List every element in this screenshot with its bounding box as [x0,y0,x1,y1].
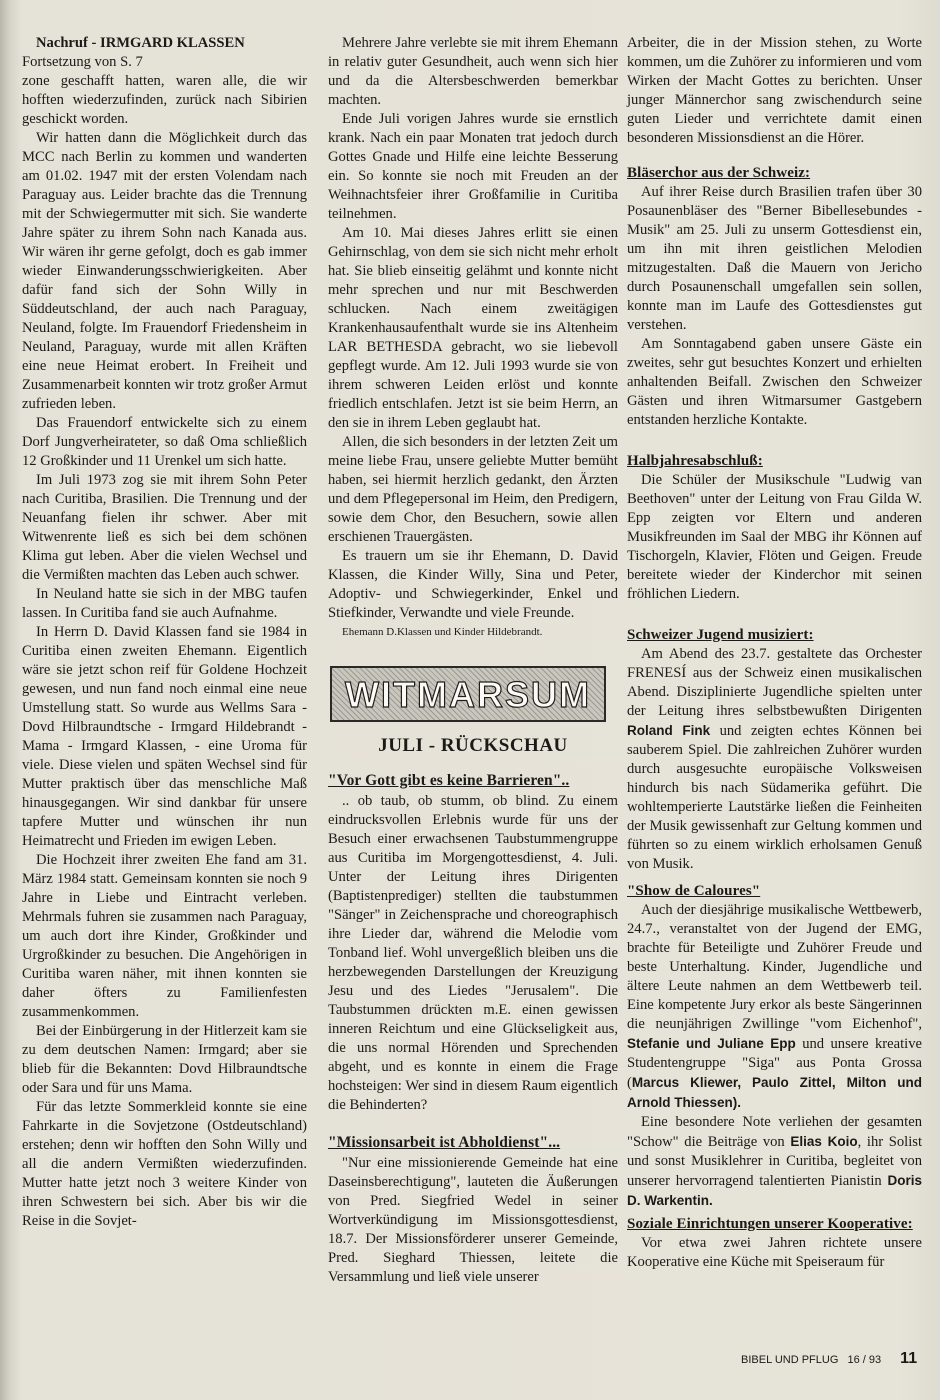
section-heading: Soziale Einrichtungen unserer Kooperative: [627,1216,913,1232]
column-middle [328,34,618,1287]
section-heading: Bläserchor aus der Schweiz: [627,165,811,181]
paragraph: Arbeiter, die in der Mission stehen, zu Worte kommen, um die Zuhörer zu informieren und vom Wirken der Macht Gottes zu berichten. Unser junger Männerchor sang zwischendurch seine guten Lieder und verrichtete damit einen besonderen Missionsdienst an die Hörer. [627,35,922,146]
paragraph: .. ob taub, ob stumm, ob blind. Zu einem eindrucksvollen Erlebnis wurde für uns der Besuch einer erwachsenen Taubstummengruppe aus Curitiba im Morgengottesdienst, 4. Juli. Unter der Leitung ihres Dirigenten (Baptistenprediger) stellten die taubstummen "Sänger" in Zeichensprache und choreographisch ihre Lieder dar, während die Melodie vom Tonband lief. Wohl unvergeßlich bleiben uns die herzbewegenden Darstellungen der Kreuzigung Jesu und des Liedes "Jerusalem". Die Taubstummen drückten m.E. einen gewissen inneren Reichtum und eine Glückseligkeit aus, die uns normal Hörenden und Sprechenden abgeht, und es konnte in einem die Frage hochsteigen: Wer sind in diesem Raum eigentlich die Behinderten? [328,793,618,1113]
section-heading: "Show de Caloures" [627,883,761,899]
section-heading: "Missionsarbeit ist Abholdienst"... [328,1134,561,1151]
text-run: und unsere kreative Studentengruppe "Siga" aus Ponta Grossa ( [627,1036,922,1091]
page-footer [741,1350,936,1368]
paragraph: Am Sonntagabend gaben unsere Gäste ein zweites, sehr gut besuchtes Konzert und erhielten anhaltenden Beifall. Zwischen den Schweizer Gästen und ihren Witmarsumer Gastgebern entstanden herzliche Kontakte. [627,336,922,428]
paragraph: Ende Juli vorigen Jahres wurde sie ernstlich krank. Nach ein paar Monaten trat jedoch durch Gottes Gnade und Hilfe eine leichte Besserung ein. So konnte sie noch mit Freuden an der Weihnachtsfeier ihrer Großfamilie in Curitiba teilnehmen. [328,111,618,222]
paragraph: Es trauern um sie ihr Ehemann, D. David Klassen, die Kinder Willy, Sina und Peter, Adoptiv- und Schwiegerkinder, Enkel und Stiefkinder, Verwandte und viele Freunde. [328,548,618,621]
banner-title: WITMARSUM [345,673,591,715]
paragraph: Das Frauendorf entwickelte sich zu einem Dorf Jungverheirateter, so daß Oma schließlich 12 Großkinder und 11 Urenkel um sich hatte. [22,415,307,469]
person-name: Stefanie und Juliane Epp [627,1036,796,1051]
paragraph: "Nur eine missionierende Gemeinde hat eine Daseinsberechtigung", lauteten die Äußerungen von Pred. Siegfried Wedel in seiner Wortverkündigung im Missionsgottesdienst, 18.7. Der Missionsförderer unserer Gemeinde, Pred. Sieghard Thiessen, leitete die Versammlung und ließ viele unserer [328,1155,618,1285]
paragraph: Die Hochzeit ihrer zweiten Ehe fand am 31. März 1984 statt. Gemeinsam konnten sie noch 9 Jahre in Liebe und Eintracht verleben. Mehrmals fuhren sie zusammen nach Paraguay, um auch dort ihre Kinder, Großkinder und Urgroßkinder zu besuchen. Die Angehörigen in Curitiba waren näher, mit ihnen konnten sie daher öfters zu Familienfesten zusammenkommen. [22,852,307,1020]
person-name: Doris D. Warkentin. [627,1173,922,1208]
column-right [627,34,922,1272]
text-run: Auch der diesjährige musikalische Wettbewerb, 24.7., veranstaltet von der Jugend der EMG, brachte für Beteiligte und Zuhörer Freude und beste Unterhaltung. Kinder, Jugendliche und ältere Leute nahmen an dem Wettbewerb teil. Eine kompetente Jury erkor als beste Sängerinnen die neunjährigen Zwillinge "vom Eichenhof", [627,902,922,1032]
section-heading: Halbjahresabschluß: [627,453,763,469]
paragraph: zone geschafft hatten, waren alle, die wir hofften wiederzufinden, zurück nach Sibirien geschickt worden. [22,73,307,127]
text-run: Eine besondere Note verliehen der gesamten "Schow" die Beiträge von [627,1114,922,1150]
paragraph: Auf ihrer Reise durch Brasilien trafen über 30 Posaunenbläser des "Berner Bibellesebundes - Musik" am 25. Juli zu unserm Gottesdienst ein, um ihn mit ihren geistlichen Melodien mitzugestalten. Daß die Mauern von Jericho durch Posaunenschall umgefallen sein sollen, konnte man im Laufe des Gottesdienstes gut verstehen. [627,184,922,333]
section-heading: Schweizer Jugend musiziert: [627,627,814,643]
paragraph: Im Juli 1973 zog sie mit ihrem Sohn Peter nach Curitiba, Brasilien. Die Trennung und der Neuanfang fielen ihr schwer. Aber mit Witwenrente ließ es sich bei dem schönen Klima gut leben. Aber die vielen Wechsel und die Vermißten machten das Leben auch schwer. [22,472,307,583]
paragraph: Bei der Einbürgerung in der Hitlerzeit kam sie zu dem deutschen Namen: Irmgard; aber sie blieb für die Bekannten: Dovd Hilbraundtsche oder Sara und für uns Mama. [22,1023,307,1096]
paragraph [627,1113,922,1211]
paragraph: Für das letzte Sommerkleid konnte sie eine Fahrkarte in die Sovjetzone (Ostdeutschland) erstehen; denn wir hofften den Sohn Willy und all die andern Vermißten wiederzufinden. Mutter hatte jetzt noch 3 weitere Kinder von ihren Schwestern bei sich. Aber bis wir die Reise in die Sovjet- [22,1099,307,1229]
paragraph: In Neuland hatte sie sich in der MBG taufen lassen. In Curitiba fand sie auch Aufnahme. [22,586,307,621]
paragraph: In Herrn D. David Klassen fand sie 1984 in Curitiba einen zweiten Ehemann. Eigentlich wäre sie jetzt schon reif für Goldene Hochzeit gewesen, und nun fand noch einmal eine neue Umstellung statt. So wurde aus Wellms Sara - Dovd Hilbraundtsche - Irmgard Hildebrandt - Mama - Irmgard Klassen, - eine Uroma für viele. Diese vielen und späten Wechsel sind für Mutter praktisch über das menschliche Maß hinausgegangen. Wir sind dankbar für unsere tapfere Mutter und wünschen ihr nun Heimatrecht und Frieden im ewigen Leben. [22,624,307,849]
paragraph: Wir hatten dann die Möglichkeit durch das MCC nach Berlin zu kommen und wanderten am 01.02. 1947 mit der ersten Volendam nach Paraguay aus. Leider brachte das die Trennung mit der Schwiegermutter mit sich. Sie wanderte Jahre später zu ihrem Sohn nach Kanada aus. Wir wären ihr gerne gefolgt, doch es gab immer wieder Einwanderungsschwierigkeiten. Aber dafür fand sich der Sohn Willy in Süddeutschland, der auch nach Paraguay, Neuland, folgte. Im Frauendorf Friedensheim in Neuland, Paraguay, wurde mit allen Kräften eine neue Heimat erobert. In Freiheit und Zusammenarbeit konnten wir trotz großer Armut zufrieden leben. [22,130,307,412]
obituary-signature: Ehemann D.Klassen und Kinder Hildebrandt. [342,626,543,638]
paragraph: Allen, die sich besonders in der letzten Zeit um meine liebe Frau, unsere geliebte Mutter bemüht haben, sei hiermit herzlich gedankt, den Ärzten und dem Pflegepersonal im Heim, den Predigern, sowie dem Chor, den Besuchern, sowie allen erschienen Trauergästen. [328,434,618,545]
article-kicker: Nachruf - IRMGARD KLASSEN [36,35,245,51]
paragraph: Vor etwa zwei Jahren richtete unsere Kooperative eine Küche mit Speiseraum für [627,1235,922,1270]
text-run: und zeigten echtes Können bei sauberem Spiel. Die zahlreichen Zuhörer wurden durch ausgesuchte europäische Volksweisen hindurch bis nach Südamerika geführt. Die wohltemperierte Lautstärke ließen die Feinheiten der Musik gewissenhaft zur Geltung kommen und führten so zu einem wirklich erholsamen Genuß von Musik. [627,723,923,872]
section-heading: "Vor Gott gibt es keine Barrieren".. [328,772,570,789]
witmarsum-banner [330,666,606,722]
paragraph [627,901,922,1113]
text-run: , ihr Solist und sonst Musiklehrer in Curitiba, begleitet von unserer hervorragend talentierten Pianistin [627,1134,923,1189]
text-run: Am Abend des 23.7. gestaltete das Orchester FRENESÍ aus der Schweiz einen musikalischen Abend. Disziplinierte Jugendliche spielten unter der Leitung ihres selbstbewußten Dirigenten [627,646,922,719]
column-obituary [22,34,307,1231]
person-name: Elias Koio [790,1134,858,1149]
person-name: Marcus Kliewer, Paulo Zittel, Milton und Arnold Thiessen). [627,1075,922,1110]
section-subhead: JULI - RÜCKSCHAU [378,735,568,756]
paragraph: Mehrere Jahre verlebte sie mit ihrem Ehemann in relativ guter Gesundheit, auch wenn sich hier und da die Altersbeschwerden bemerkbar machten. [328,35,618,108]
continuation-note: Fortsetzung von S. 7 [22,54,143,70]
issue-number: 16 / 93 [847,1354,882,1366]
page-number: 11 [900,1350,918,1367]
paragraph: Am 10. Mai dieses Jahres erlitt sie einen Gehirnschlag, von dem sie sich nicht mehr erholt hat. Sie blieb einseitig gelähmt und konnte nicht mehr sprechen und nur mit Beschwerden schlucken. Nach einem zweitägigen Krankenhausaufenthalt wurde sie ins Altenheim LAR BETHESDA gebracht, wo sie liebevoll gepflegt wurde. Am 12. Juli 1993 wurde sie von ihrem schweren Leiden erlöst und konnte friedlich entschlafen. Jetzt ist sie beim Herrn, an den sie in ihrem Leben geglaubt hat. [328,225,618,431]
publication-name: BIBEL UND PFLUG [741,1354,839,1366]
person-name: Roland Fink [627,723,711,738]
paragraph: Die Schüler der Musikschule "Ludwig van Beethoven" unter der Leitung von Frau Gilda W. Epp zeigten vor Eltern und anderen Musikfreunden im Saal der MBG ihr Können auf Tischorgeln, Klavier, Flöten und Geigen. Freude bereitete wieder der Kinderchor mit seinen fröhlichen Liedern. [627,472,922,602]
paragraph [627,645,922,874]
